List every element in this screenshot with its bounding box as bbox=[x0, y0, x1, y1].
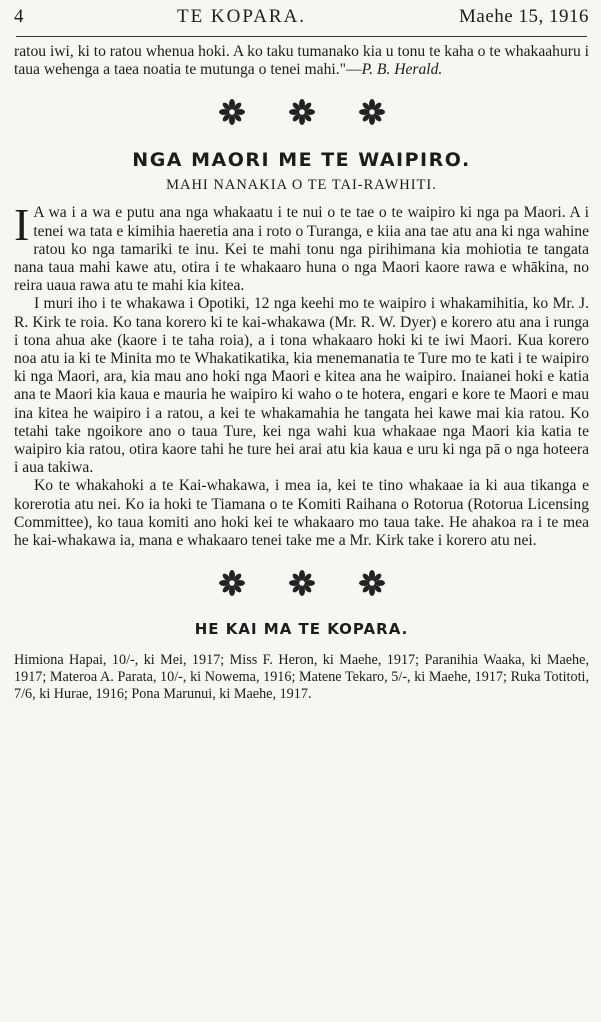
article-paragraph-1 bbox=[14, 199, 589, 295]
flower-ornament-icon bbox=[289, 99, 315, 125]
issue-date: Maehe 15, 1916 bbox=[459, 6, 589, 27]
subscriptions-section bbox=[14, 620, 589, 703]
page-header bbox=[14, 0, 589, 30]
header-rule bbox=[16, 36, 587, 37]
flower-ornament-icon bbox=[289, 570, 315, 596]
ornament-divider-top bbox=[14, 97, 589, 127]
article-subtitle: MAHI NANAKIA O TE TAI-RAWHITI. bbox=[166, 177, 437, 194]
flower-ornament-icon bbox=[359, 570, 385, 596]
publication-title: TE KOPARA. bbox=[176, 6, 307, 27]
ornament-divider-bottom bbox=[14, 568, 589, 598]
article-paragraph-2: I muri iho i te whakawa i Opotiki, 12 nga keehi mo te waipiro i whakamihitia, ko Mr. J. R. Kirk te roia. Ko tana korero ki te kai-whakawa (Mr. R. W. Dyer) e korero atu ana i runga i tona ahua ake (kaore i te taha roia), a i tona whakaaro hoki ki te iwi Maori. Kua korero noa atu ia ki te Minita mo te Whakatikatika, kia menemanatia te Ture mo te kati i te waipiro ki nga Maori, ara, kia mau ano hoki nga Maori e kitea ana he waipiro. Inaianei hoki e katia ana te Maori kia kaua e mauria he waipiro ki waho o te hotera, engari e kore te Maori e mau ina kitea he waipiro i a ratou, a kei te whakamahia he tangata hei kawe mai kia ratou. Ko tetahi take ngoikore ano o taua Ture, kei nga wahi kua whakaae nga Maori kia katia te waipiro kia ratou, otira kaore tahi he ture hei arai atu kia kaua e uru ki nga pā o nga hoteera i aua takiwa. bbox=[14, 295, 589, 477]
intro-text: ratou iwi, ki to ratou whenua hoki. A ko taku tumanako kia u tonu te kaha o te whakaahuru i taua wehenga a taea noatia te mutunga o tenei mahi."— bbox=[14, 43, 589, 79]
subscriptions-list: Himiona Hapai, 10/-, ki Mei, 1917; Miss F. Heron, ki Maehe, 1917; Paranihia Waaka, ki Maehe, 1917; Materoa A. Parata, 10/-, ki Nowema, 1916; Matene Tekaro, 5/-, ki Maehe, 1917; Ruka Totitoti, 7/6, ki Hurae, 1916; Pona Marunui, ki Maehe, 1917. bbox=[14, 652, 589, 703]
flower-ornament-icon bbox=[219, 99, 245, 125]
drop-cap: I bbox=[14, 199, 30, 251]
intro-signature: P. B. Herald. bbox=[361, 61, 443, 79]
article-paragraph-1-text: A wa i a wa e putu ana nga whakaatu i te nui o te tae o te waipiro ki nga pa Maori. A i tenei wa tata e kimihia haeretia ana i roto o Turanga, e kiia ana tae atu ana ki nga wahine ratou ko nga tamariki te inu. Kei te mahi tonu nga pirihimana kia mohiotia te tangata nana taua mahi kawe atu, otira i te whakaaro huna o nga Maori kaore rawa e whākina, no reira uaua rawa atu te mahi kia kitea. bbox=[14, 204, 589, 295]
article-title: NGA MAORI ME TE WAIPIRO. bbox=[132, 149, 471, 172]
intro-paragraph bbox=[14, 43, 589, 79]
flower-ornament-icon bbox=[219, 570, 245, 596]
article-paragraph-3: Ko te whakahoki a te Kai-whakawa, i mea ia, kei te tino whakaae ia ki aua tikanga e korerotia atu nei. Ko ia hoki te Tiamana o te Komiti Raihana o Rotorua (Rotorua Licensing Committee), ko taua komiti ano hoki kei te whakaaro mo taua take. He ahakoa ra i te mea he kai-whakawa ia, mana e whakaaro tenei take me a Mr. Kirk take i korero atu nei. bbox=[14, 477, 589, 550]
page-number: 4 bbox=[14, 6, 24, 27]
subscriptions-title: HE KAI MA TE KOPARA. bbox=[194, 620, 409, 639]
flower-ornament-icon bbox=[359, 99, 385, 125]
